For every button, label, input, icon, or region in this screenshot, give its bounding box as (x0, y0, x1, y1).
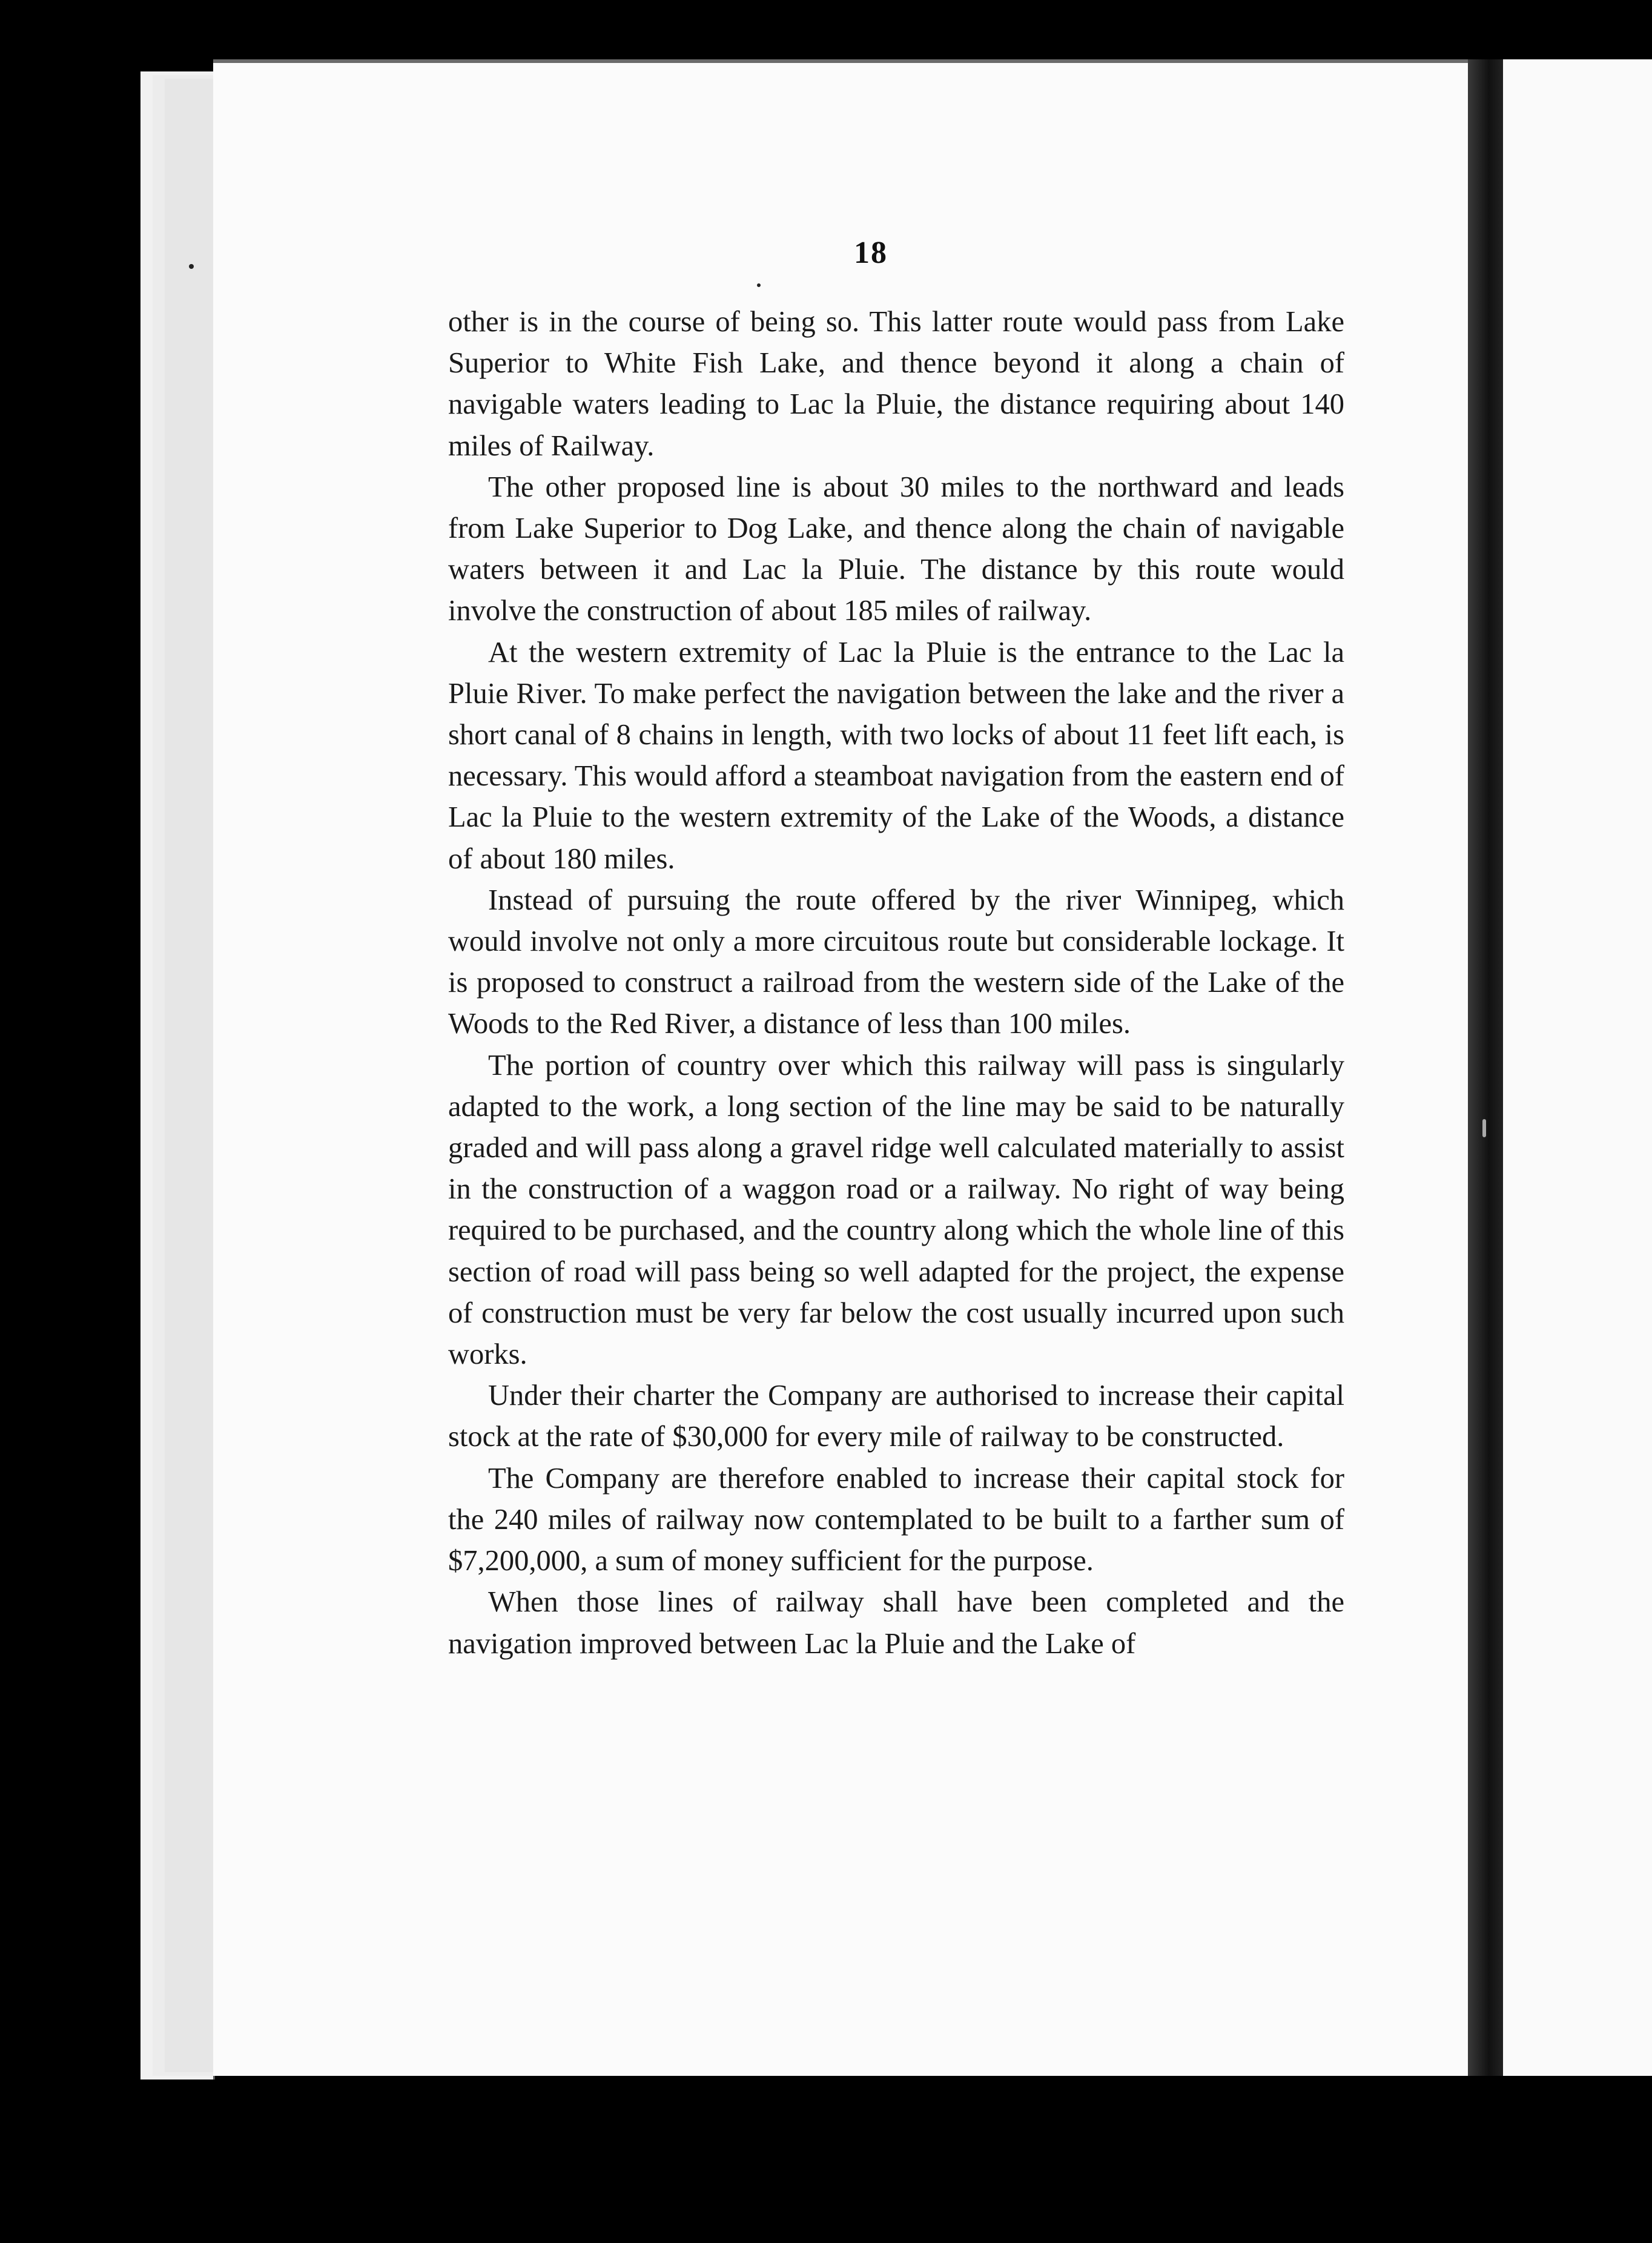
facing-page (1503, 59, 1652, 2076)
paragraph: At the western extremity of Lac la Pluie is the entrance to the Lac la Pluie River. To make perfect the navigation between the lake and the river a short canal of 8 chains in length, with two locks of about 11 feet lift each, is necessary. This would afford a steamboat navigation from the eastern end of Lac la Pluie to the western extremity of the Lake of the Woods, a distance of about 180 miles. (448, 636, 1344, 875)
paragraph: Under their charter the Company are authorised to increase their capital stock at the rate of $30,000 for every mile of railway to be constructed. (448, 1379, 1344, 1453)
book-binding (1468, 59, 1503, 2076)
paragraph: The other proposed line is about 30 miles to the northward and leads from Lake Superior to Dog Lake, and thence along the chain of navigable waters between it and Lac la Pluie. The distance by this route would involve the construction of about 185 miles of railway. (448, 471, 1344, 627)
paragraph: other is in the course of being so. This latter route would pass from Lake Superior to White Fish Lake, and thence beyond it along a chain of navigable waters leading to Lac la Pluie, the distance requiring about 140 miles of Railway. (448, 306, 1344, 462)
body-text (448, 302, 1344, 1665)
paragraph: Instead of pursuing the route offered by the river Winnipeg, which would involve not only a more circuitous route but considerable lockage. It is proposed to construct a railroad from the western side of the Lake of the Woods to the Red River, a distance of less than 100 miles. (448, 884, 1344, 1040)
paragraph: The portion of country over which this railway will pass is singularly adapted to the work, a long section of the line may be said to be naturally graded and will pass along a gravel ridge well calculated materially to assist in the construction of a waggon road or a railway. No right of way being required to be purchased, and the country along which the whole line of this section of road will pass being so well adapted for the project, the expense of construction must be very far below the cost usually incurred upon such works. (448, 1049, 1344, 1371)
margin-speck (189, 264, 194, 269)
margin-speck (1482, 1119, 1486, 1137)
margin-speck (757, 283, 761, 287)
paragraph: The Company are therefore enabled to increase their capital stock for the 240 miles of railway now contemplated to be built to a farther sum of $7,200,000, a sum of money sufficient for the purpose. (448, 1462, 1344, 1577)
paragraph: When those lines of railway shall have been completed and the navigation improved between Lac la Pluie and the Lake of (448, 1586, 1344, 1660)
page-number: 18 (854, 236, 888, 270)
